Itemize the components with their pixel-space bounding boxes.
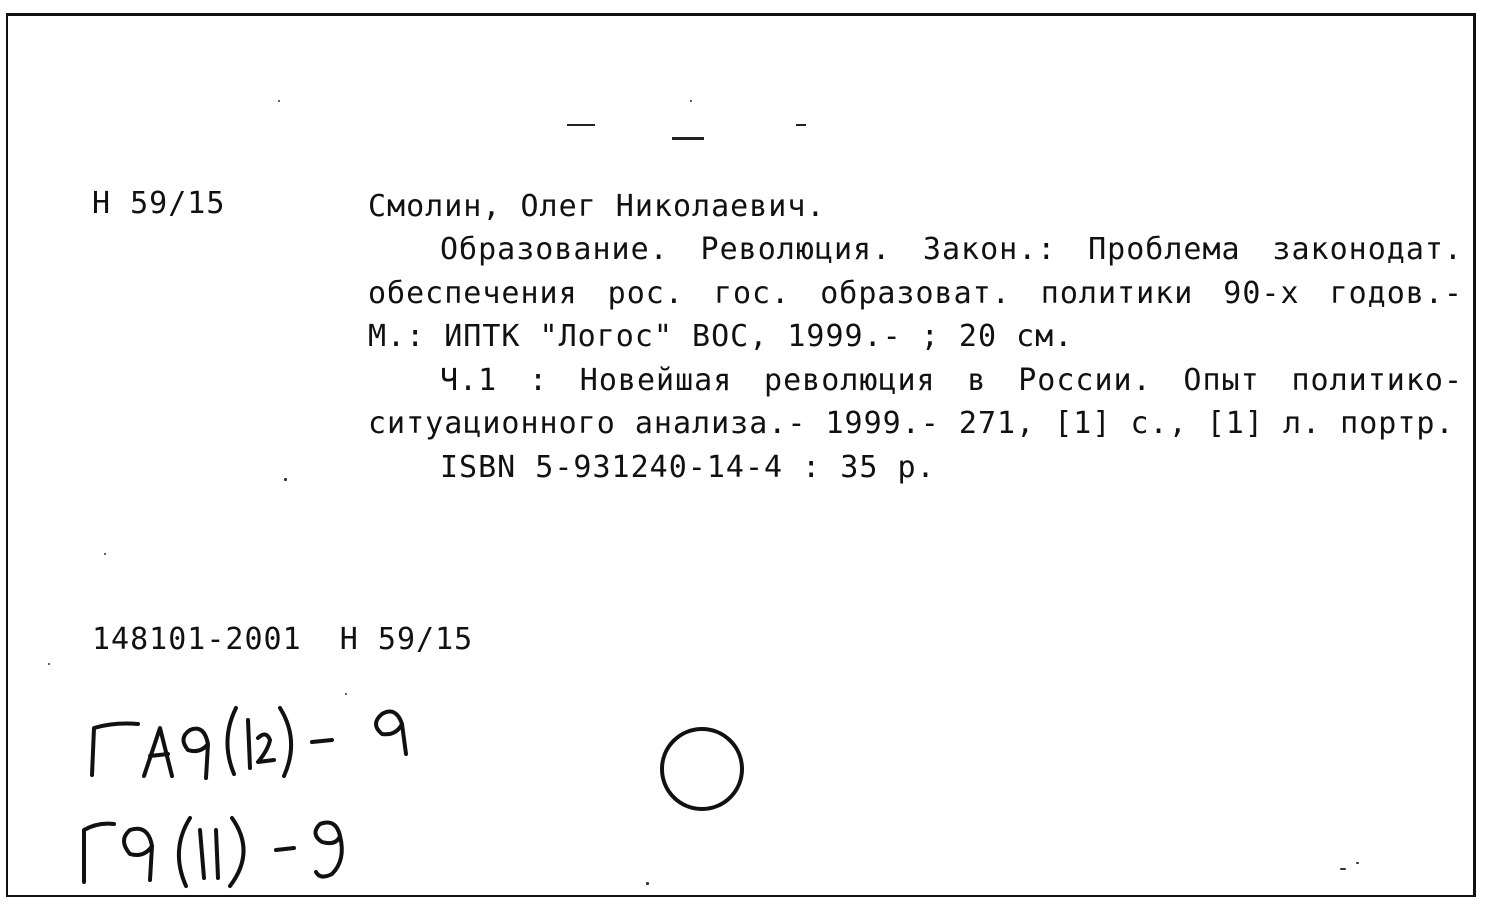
top-dash-mark [567,124,595,126]
author-heading: Смолин, Олег Николаевич. [368,189,826,224]
handwritten-note-1 [80,690,430,790]
speck [278,100,280,102]
bibliographic-description [368,228,1463,489]
shelfmark: Н 59/15 [92,186,226,221]
part-paragraph: Ч.1 : Новейшая революция в России. Опыт политико- ситуационного анализа.- 1999.- 271, [1] с., [1] л. портр. [368,362,1463,441]
speck [104,553,106,555]
speck [690,100,692,102]
top-dash-mark [672,137,704,140]
handwritten-note-2 [70,800,390,896]
title-paragraph: Образование. Революция. Закон.: Проблема законодат. обеспечения рос. гос. образоват. политики 90-х годов.- М.: ИПТК "Логос" ВОС, 1999.- ; 20 см. [368,232,1463,354]
speck [48,663,50,665]
speck [646,882,649,885]
speck [284,478,287,481]
circle-mark [660,727,744,811]
speck [1340,868,1346,870]
top-dash-mark [796,124,806,126]
inventory-footer: 148101-2001 Н 59/15 [92,622,474,657]
speck [1356,862,1359,864]
isbn-line: ISBN 5-931240-14-4 : 35 р. [440,449,936,485]
